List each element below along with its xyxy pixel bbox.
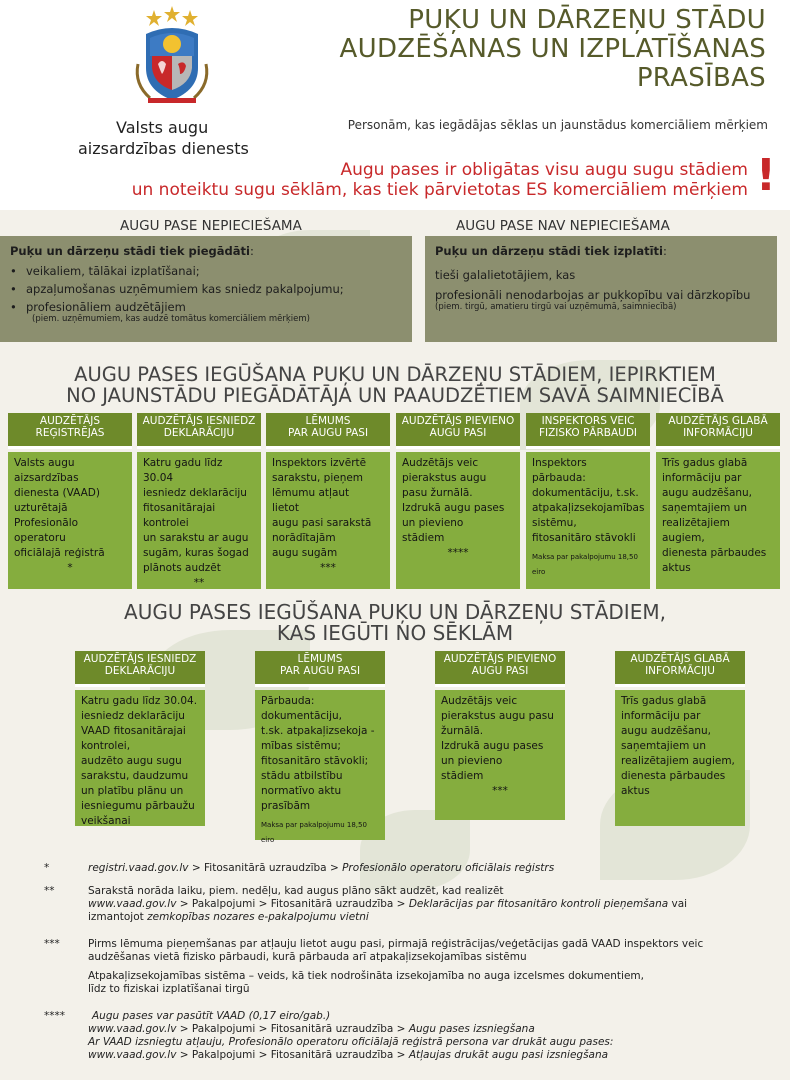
page-title — [340, 6, 766, 93]
footnote-4-link-2[interactable]: www.vaad.gov.lv — [88, 1049, 177, 1061]
section2-step-1-line-2: iesniedz deklarāciju — [81, 710, 185, 722]
section2-step-4-line-3: augu audzēšanu, — [621, 725, 712, 737]
section2-step-2-line-3: t.sk. atpakaļizsekoja - — [261, 725, 375, 737]
section2-step-4-title-h2: INFORMĀCIJU — [645, 665, 715, 677]
header — [0, 0, 790, 210]
section1-step-6-line-1: Trīs gadus glabā — [662, 457, 748, 469]
section2-step-1-line-4: kontrolei, — [81, 740, 131, 752]
section1-step-5-line-4: atpakaļizsekojamības — [532, 502, 645, 514]
section1-step-6-title-h2: INFORMĀCIJU — [683, 427, 753, 439]
footnote-2-link[interactable]: www.vaad.gov.lv — [88, 898, 177, 910]
section1-step-2-footnote-mark: ** — [193, 577, 205, 589]
section1-step-1-line-5: Profesionālo — [14, 517, 79, 529]
section1-step-5-header — [526, 413, 650, 449]
footnote-4-path-2: > Pakalpojumi > Fitosanitārā uzraudzība > — [176, 1049, 409, 1061]
section2-step-3-line-4: Izdrukā augu pases — [441, 740, 544, 752]
section1-step-4-title-h2: AUGU PASI — [429, 427, 487, 439]
section1-step-1-line-4: uzturētajā — [14, 502, 68, 514]
exclamation-icon: ! — [755, 150, 776, 201]
footnote-1-path: > Fitosanitārā uzraudzība — [188, 862, 330, 874]
section2-title-line-2: KAS IEGŪTI NO SĒKLĀM — [276, 621, 514, 645]
not-needed-lead-colon: : — [662, 244, 667, 258]
section1-step-6-line-7: aktus — [662, 562, 691, 574]
section1-step-5-fee-note: Maksa par pakalpojumu 18,50 eiro — [532, 553, 638, 576]
section1-step-4-line-2: pierakstus augu — [402, 472, 487, 484]
section2-step-1-body — [75, 690, 205, 826]
section1-step-2-title-h2: DEKLARĀCIJU — [163, 427, 235, 439]
not-needed-lead: Puķu un dārzeņu stādi tiek izplatīti — [435, 244, 663, 258]
section2-step-3-title-h2: AUGU PASI — [471, 665, 529, 677]
section1-step-3-title-h1: LĒMUMS — [305, 415, 351, 427]
section1-step-2-line-6: sugām, kuras šogad — [143, 547, 249, 559]
section1-step-1-line-7: oficiālajā reģistrā — [14, 547, 105, 559]
section1-step-4-line-6: stādiem — [402, 532, 445, 544]
section2-step-1-line-3: VAAD fitosanitārajai — [81, 725, 186, 737]
section2-step-4-line-7: aktus — [621, 785, 650, 797]
section1-step-5-line-1: Inspektors — [532, 457, 587, 469]
footnote-3-line-1: Pirms lēmuma pieņemšanas par atļauju lietot augu pasi, pirmajā reģistrācijas/veģetācijas gadā VAAD inspektors veic — [88, 938, 704, 950]
section2-step-4-line-5: realizētajiem augiem, — [621, 755, 735, 767]
section1-step-3-title-h2: PAR AUGU PASI — [287, 427, 369, 439]
section1-step-5-title-h2: FIZISKO PĀRBAUDI — [538, 427, 638, 439]
section1-step-3-line-1: Inspektors izvērtē — [272, 457, 367, 469]
section1-step-6-line-6: dienesta pārbaudes — [662, 547, 767, 559]
section1-step-6-header — [656, 413, 780, 449]
section1-step-2-line-5: un sarakstu ar augu — [143, 532, 249, 544]
footnote-1-mark: * — [44, 862, 50, 874]
section2-step-4-body — [615, 690, 745, 826]
warning-line-2: un noteiktu sugu sēklām, kas tiek pārvietotas ES komerciāliem mērķiem — [131, 180, 748, 200]
section2-step-4-line-1: Trīs gadus glabā — [621, 695, 707, 707]
footnote-4-target-1: Augu pases izsniegšana — [408, 1023, 535, 1035]
section2-step-1-line-1: Katru gadu līdz 30.04. — [81, 695, 198, 707]
section1-step-5-body — [526, 452, 650, 589]
not-needed-panel — [425, 236, 777, 342]
footnote-2-using: izmantojot — [88, 911, 148, 923]
section1-step-6-line-2: informāciju par — [662, 472, 742, 484]
section1-step-4-line-4: Izdrukā augu pases — [402, 502, 505, 514]
section2-step-4-title-h1: AUDZĒTĀJS GLABĀ — [630, 653, 730, 665]
section1-step-6-body — [656, 452, 780, 589]
section2-step-2-line-4: mības sistēmu; — [261, 740, 341, 752]
section1-step-4-footnote-mark: **** — [447, 547, 469, 559]
section1-step-5-title-h1: INSPEKTORS VEIC — [541, 415, 635, 427]
section1-step-3-line-5: augu pasi sarakstā — [272, 517, 372, 529]
section1-step-5-line-2: pārbauda: — [532, 472, 586, 484]
needed-note: (piem. uzņēmumiem, kas audzē tomātus komerciāliem mērķiem) — [32, 314, 310, 324]
agency-name-line1: Valsts augu — [116, 118, 209, 137]
section1-step-3-footnote-mark: *** — [320, 562, 336, 574]
section1-step-5-line-3: dokumentāciju, t.sk. — [532, 487, 639, 499]
section2-step-2-line-7: normatīvo aktu — [261, 785, 342, 797]
section2-step-4-line-6: dienesta pārbaudes — [621, 770, 726, 782]
section1-step-5-line-6: fitosanitāro stāvokli — [532, 532, 636, 544]
needed-panel — [0, 236, 412, 342]
section1-step-4-line-5: un pievieno — [402, 517, 464, 529]
section2-step-1-header — [75, 651, 205, 687]
section2-step-1-line-6: sarakstu, daudzumu — [81, 770, 189, 782]
agency-name-line2: aizsardzības dienests — [78, 139, 249, 158]
section1-step-4-line-1: Audzētājs veic — [402, 457, 479, 469]
section1-step-4-body — [396, 452, 520, 589]
section2-step-3-line-2: pierakstus augu pasu — [441, 710, 554, 722]
section1-step-4-line-3: pasu žurnālā. — [402, 487, 473, 499]
section1-step-5-line-5: sistēmu, — [532, 517, 577, 529]
needed-lead-colon: : — [249, 244, 254, 258]
section2-step-1-title-h1: AUDZĒTĀJS IESNIEDZ — [83, 653, 197, 665]
section2-title-line-1: AUGU PASES IEGŪŠANA PUĶU UN DĀRZEŅU STĀDIEM, — [124, 600, 666, 624]
section2-step-2-title-h2: PAR AUGU PASI — [279, 665, 361, 677]
footnote-2-target: Deklarācijas par fitosanitāro kontroli pieņemšana — [408, 898, 669, 910]
section2-step-1-line-7: un platību plānu un — [81, 785, 184, 797]
needed-item-1: • veikaliem, tālākai izplatīšanai; — [10, 264, 402, 278]
section2-step-1-line-9: veikšanai — [81, 815, 131, 827]
section2-step-1-title-h2: DEKLARĀCIJU — [104, 665, 176, 677]
section2-step-2-line-5: fitosanitāro stāvokli; — [261, 755, 369, 767]
section2-step-1-line-8: iesniegumu pārbaužu — [81, 800, 195, 812]
section2-step-3-footnote-mark: *** — [492, 785, 508, 797]
section1-step-1-title-h2: REĢISTRĒJAS — [35, 427, 105, 439]
section1-step-3-line-6: norādītajām — [272, 532, 336, 544]
section1-step-2-line-1: Katru gadu līdz 30.04 — [143, 457, 223, 484]
title-line-3: PRASĪBAS — [636, 63, 766, 93]
footnote-4-link-1[interactable]: www.vaad.gov.lv — [88, 1023, 177, 1035]
section2-step-2-fee-note: Maksa par pakalpojumu 18,50 eiro — [261, 821, 367, 844]
section1-step-4-header — [396, 413, 520, 449]
footnote-4-target-2: Atļaujas drukāt augu pasi izsniegšana — [408, 1049, 609, 1061]
section1-step-4-title-h1: AUDZĒTĀJS PIEVIENO — [401, 415, 515, 427]
section1-step-2-line-4: kontrolei — [143, 517, 189, 529]
footnote-2-eservice-link[interactable]: zemkopības nozares e-pakalpojumu vietni — [147, 911, 369, 923]
section1-step-2-line-3: fitosanitārajai — [143, 502, 216, 514]
not-needed-note: (piem. tirgū, amatieru tirgū vai uzņēmumā, saimniecībā) — [435, 302, 677, 312]
section1-step-3-line-4: lietot — [272, 502, 299, 514]
section1-step-6-title-h1: AUDZĒTĀJS GLABĀ — [668, 415, 768, 427]
section2-step-2-line-1: Pārbauda: — [261, 695, 315, 707]
footnote-2-line-1: Sarakstā norāda laiku, piem. nedēļu, kad augus plāno sākt audzēt, kad realizēt — [88, 885, 504, 897]
needed-lead: Puķu un dārzeņu stādi tiek piegādāti — [10, 244, 250, 258]
section1-title-line-2: NO JAUNSTĀDU PIEGĀDĀTĀJA UN PAAUDZĒTIEM SAVĀ SAIMNIECĪBĀ — [66, 384, 724, 407]
section2-step-3-line-3: žurnālā. — [441, 725, 484, 737]
section2-step-3-line-6: stādiem — [441, 770, 484, 782]
section1-title — [0, 364, 790, 406]
coat-of-arms-icon — [132, 4, 212, 104]
section2-step-4-line-2: informāciju par — [621, 710, 701, 722]
title-line-1: PUĶU UN DĀRZEŅU STĀDU — [408, 5, 766, 35]
section2-step-2-body — [255, 690, 385, 844]
section1-step-1-line-6: operatoru — [14, 532, 66, 544]
section1-step-3-line-2: sarakstu, pieņem — [272, 472, 364, 484]
title-line-2: AUDZĒŠANAS UN IZPLATĪŠANAS — [339, 34, 766, 64]
section2-step-4-line-4: saņemtajiem un — [621, 740, 706, 752]
needed-heading: AUGU PASE NEPIECIEŠAMA — [120, 218, 302, 234]
footnote-3-line-4: līdz to fiziskai izplatīšanai tirgū — [88, 983, 250, 995]
footnote-3-line-3: Atpakaļizsekojamības sistēma – veids, kā tiek nodrošināta izsekojamība no auga izcelsmes dokumentiem, — [88, 970, 644, 982]
section2-step-4-header — [615, 651, 745, 687]
footnote-2-or: vai — [668, 898, 688, 910]
section1-step-1-title-h1: AUDZĒTĀJS — [39, 415, 101, 427]
section2-step-3-header — [435, 651, 565, 687]
footnote-4-line-3: Ar VAAD izsniegtu atļauju, Profesionālo operatoru oficiālajā reģistrā persona var drukāt augu pases: — [88, 1036, 614, 1048]
section1-title-line-1: AUGU PASES IEGŪŠANA PUĶU UN DĀRZEŅU STĀDIEM, IEPIRKTIEM — [74, 363, 716, 386]
footnote-3-mark: *** — [44, 938, 60, 950]
section1-step-1-header — [8, 413, 132, 449]
section1-step-2-body — [137, 452, 261, 589]
footnote-2-path: > Pakalpojumi > Fitosanitārā uzraudzība > — [176, 898, 409, 910]
section1-step-1-line-3: dienesta (VAAD) — [14, 487, 100, 499]
footnote-4-path-1: > Pakalpojumi > Fitosanitārā uzraudzība > — [176, 1023, 409, 1035]
section1-step-2-title-h1: AUDZĒTĀJS IESNIEDZ — [142, 415, 256, 427]
section2-step-2-line-2: dokumentāciju, — [261, 710, 342, 722]
footnote-3-line-2: audzēšanas vietā fizisko pārbaudi, kurā pārbauda arī atpakaļizsekojamības sistēmu — [88, 951, 527, 963]
section2-step-2-title-h1: LĒMUMS — [297, 653, 343, 665]
not-needed-heading: AUGU PASE NAV NEPIECIEŠAMA — [456, 218, 670, 234]
section1-step-1-body — [8, 452, 132, 589]
section1-step-2-line-7: plānots audzēt — [143, 562, 221, 574]
section1-step-3-body — [266, 452, 390, 589]
footnote-1-target: > Profesionālo operatoru oficiālais reģistrs — [329, 862, 555, 874]
needed-item-3: • profesionāliem audzētājiem — [10, 300, 402, 314]
section1-step-6-line-4: saņemtajiem un — [662, 502, 747, 514]
footnote-4-line-1: Augu pases var pasūtīt VAAD (0,17 eiro/gab.) — [92, 1010, 331, 1022]
section1-step-6-line-3: augu audzēšanu, — [662, 487, 753, 499]
section2-step-3-line-1: Audzētājs veic — [441, 695, 518, 707]
not-needed-line-2: profesionāli nenodarbojas ar puķkopību vai dārzkopību — [435, 288, 751, 302]
section1-step-3-line-3: lēmumu atļaut — [272, 487, 350, 499]
section1-step-3-line-7: augu sugām — [272, 547, 338, 559]
section2-step-3-line-5: un pievieno — [441, 755, 503, 767]
section1-step-1-footnote-mark: * — [67, 562, 73, 574]
needed-list — [10, 264, 402, 314]
section2-step-3-title-h1: AUDZĒTĀJS PIEVIENO — [443, 653, 557, 665]
footnote-4-mark: **** — [44, 1010, 65, 1022]
subtitle: Personām, kas iegādājas sēklas un jaunstādus komerciāliem mērķiem — [347, 118, 768, 132]
section1-step-3-header — [266, 413, 390, 449]
footnote-2-mark: ** — [44, 885, 55, 897]
not-needed-line-1: tieši galalietotājiem, kas — [435, 268, 576, 282]
needed-item-2: • apzaļumošanas uzņēmumiem kas sniedz pakalpojumu; — [10, 282, 402, 296]
section2-step-2-line-8: prasībām — [261, 800, 311, 812]
section1-step-1-line-2: aizsardzības — [14, 472, 79, 484]
section2-step-3-body — [435, 690, 565, 820]
section1-step-2-line-2: iesniedz deklarāciju — [143, 487, 247, 499]
warning-line-1: Augu pases ir obligātas visu augu sugu stādiem — [340, 160, 748, 180]
section2-step-2-line-6: stādu atbilstību — [261, 770, 343, 782]
section2-title — [0, 602, 790, 644]
section1-step-1-line-1: Valsts augu — [14, 457, 75, 469]
section2-step-2-header — [255, 651, 385, 687]
footnote-1-link[interactable]: registri.vaad.gov.lv — [88, 862, 189, 874]
section1-step-6-line-5: realizētajiem augiem, — [662, 517, 730, 544]
section1-step-2-header — [137, 413, 261, 449]
section2-step-1-line-5: audzēto augu sugu — [81, 755, 182, 767]
